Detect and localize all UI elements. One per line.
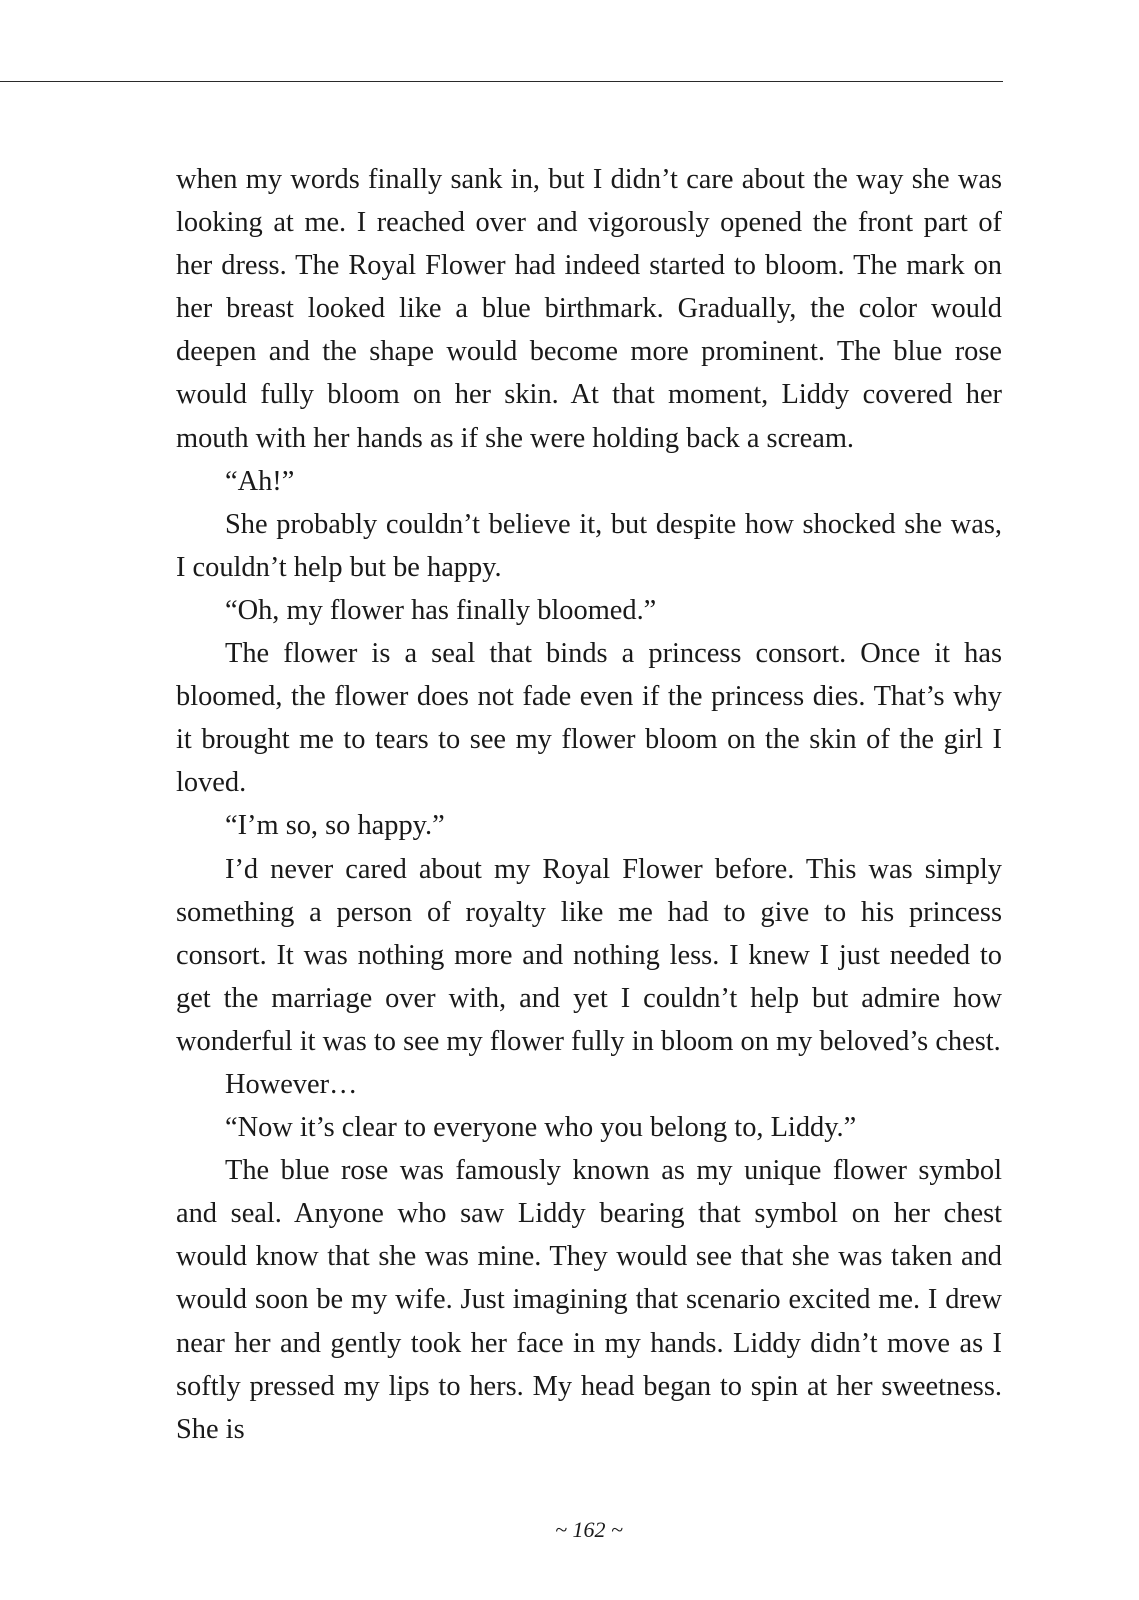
paragraph: when my words finally sank in, but I didn’t care about the way she was looking at me. I reached over and vigorously opened the front part of her dress. The Royal Flower had indeed started to bloom. The mark on her breast looked like a blue birthmark. Gradually, the color would deepen and the shape would become more prominent. The blue rose would fully bloom on her skin. At that moment, Liddy covered her mouth with her hands as if she were holding back a scream. [176,164,1002,454]
paragraph: “I’m so, so happy.” [225,810,445,842]
paragraph: “Ah!” [225,465,295,497]
paragraph: “Oh, my flower has finally bloomed.” [225,594,657,626]
header-rule [0,81,1003,82]
page-number: ~ 162 ~ [555,1517,623,1542]
paragraph: I’d never cared about my Royal Flower before. This was simply something a person of royalty like me had to give to his princess consort. It was nothing more and nothing less. I knew I just needed to get the marriage over with, and yet I couldn’t help but admire how wonderful it was to see my flower fully in bloom on my beloved’s chest. [176,853,1002,1057]
paragraph: The blue rose was famously known as my unique flower symbol and seal. Anyone who saw Liddy bearing that symbol on her chest would know that she was mine. They would see that she was taken and would soon be my wife. Just imagining that scenario excited me. I drew near her and gently took her face in my hands. Liddy didn’t move as I softly pressed my lips to hers. My head began to spin at her sweetness. She is [176,1155,1002,1445]
paragraph: She probably couldn’t believe it, but despite how shocked she was, I couldn’t help but be happy. [176,508,1002,583]
paragraph: The flower is a seal that binds a princess consort. Once it has bloomed, the flower does not fade even if the princess dies. That’s why it brought me to tears to see my flower bloom on the skin of the girl I loved. [176,638,1002,799]
paragraph: “Now it’s clear to everyone who you belong to, Liddy.” [225,1112,857,1144]
body-text [176,158,1002,1451]
paragraph: However… [225,1068,358,1100]
